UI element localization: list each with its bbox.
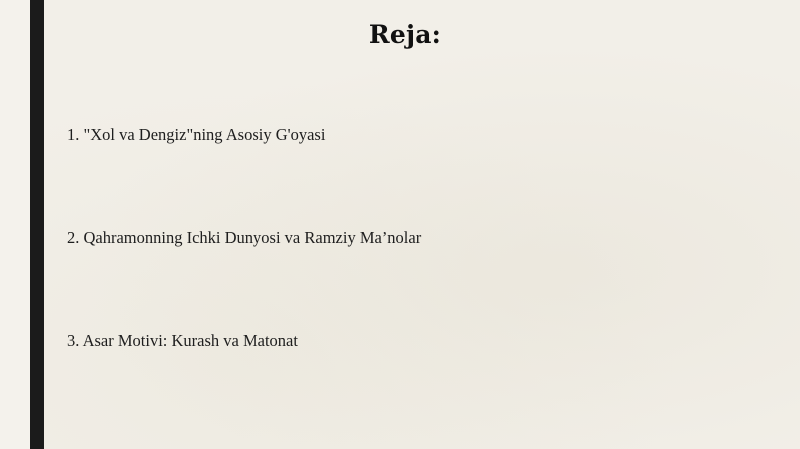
plan-item-2: 2. Qahramonning Ichki Dunyosi va Ramziy Ma’nolar [67,228,422,247]
plan-item-3: 3. Asar Motivi: Kurash va Matonat [67,331,298,350]
slide-title: Reja: [368,20,442,49]
plan-item-1: 1. "Xol va Dengiz"ning Asosiy G'oyasi [67,125,326,144]
left-accent-bar [30,0,44,449]
left-margin-strip [0,0,30,449]
